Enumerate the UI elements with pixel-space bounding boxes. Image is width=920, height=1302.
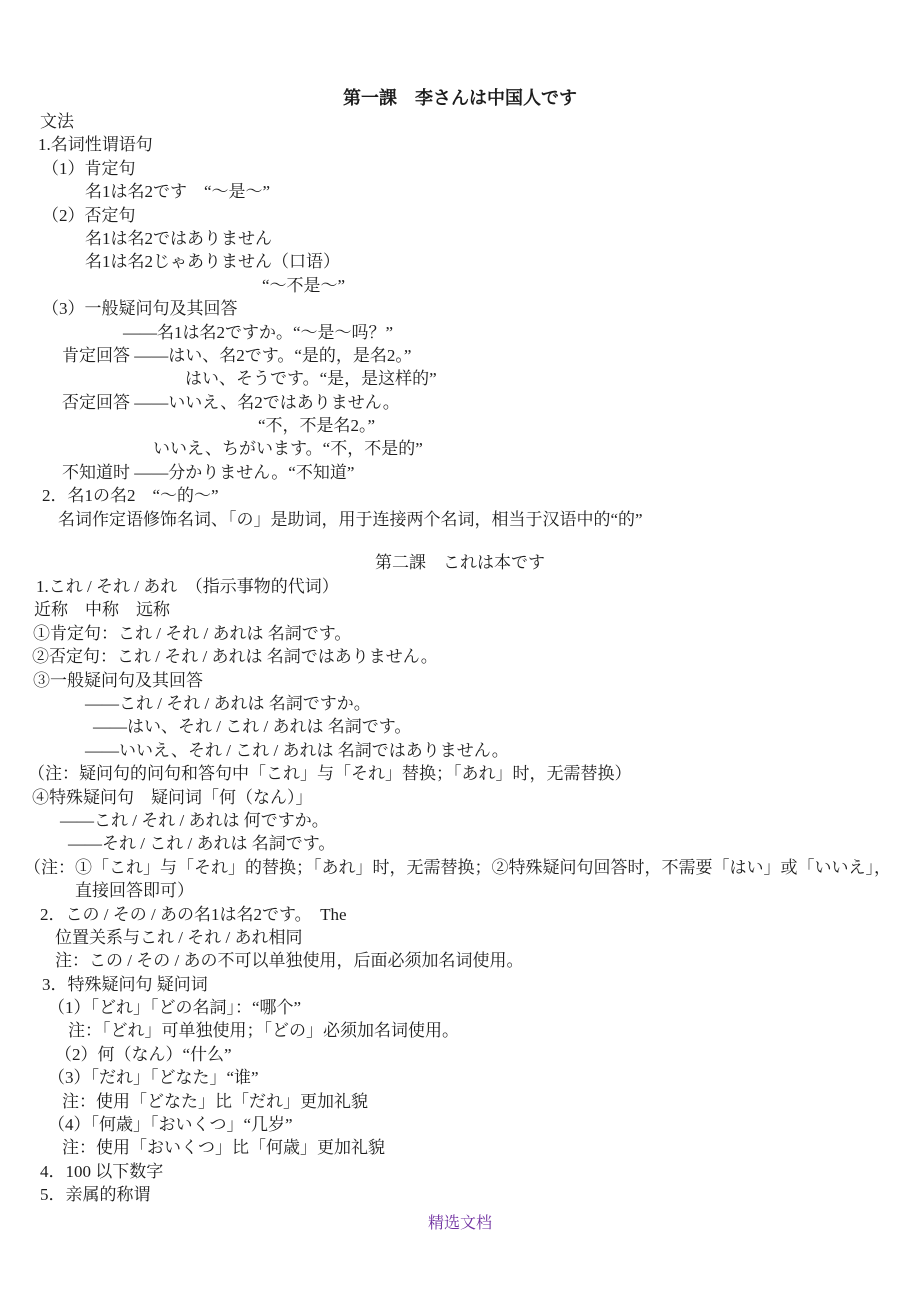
text-line: ——それ / これ / あれは 名詞です。: [68, 834, 336, 854]
text-line: 5．亲属的称谓: [40, 1185, 151, 1205]
text-line: （1）肯定句: [42, 158, 136, 178]
text-line: 文法: [40, 112, 74, 131]
text-line: “不，不是名2。”: [258, 416, 376, 436]
text-line: （注：①「これ」与「それ」的替换；「あれ」时，无需替换；②特殊疑问句回答时，不需要「はい」或「いいえ」，: [24, 857, 891, 877]
text-line: いいえ、ちがいます。“不，不是的”: [153, 439, 423, 459]
text-line: “～不是～”: [262, 275, 346, 295]
text-line: 近称 中称 远称: [34, 600, 170, 620]
text-line: 不知道时 ——分かりません。“不知道”: [62, 462, 355, 482]
text-line: 注：使用「どなた」比「だれ」更加礼貌: [62, 1091, 368, 1111]
lesson-title: 第二課 これは本です: [375, 553, 545, 573]
text-line: （3）一般疑问句及其回答: [42, 299, 238, 319]
text-line: 2．この / その / あの名1は名2です。 The: [40, 904, 347, 924]
text-line: （4）「何歳」「おいくつ」“几岁”: [48, 1115, 293, 1135]
text-line: 位置关系与これ / それ / あれ相同: [55, 927, 303, 947]
text-line: （2）何（なん）“什么”: [55, 1044, 232, 1064]
text-line: 3．特殊疑问句 疑问词: [42, 974, 208, 994]
text-line: ——名1は名2ですか。“～是～吗？”: [123, 322, 394, 342]
text-line: ②否定句：これ / それ / あれは 名詞ではありません。: [32, 647, 438, 667]
text-line: ——これ / それ / あれは 何ですか。: [60, 810, 329, 830]
text-line: 2．名1の名2 “～的～”: [42, 486, 219, 506]
text-line: 肯定回答 ——はい、名2です。“是的，是名2。”: [62, 345, 412, 365]
text-line: ④特殊疑问句 疑问词「何（なん）」: [32, 787, 313, 807]
text-line: （3）「だれ」「どなた」“谁”: [48, 1068, 259, 1088]
lesson-section-1: [0, 86, 920, 531]
lesson-section-2: [0, 551, 920, 1207]
text-line: ——これ / それ / あれは 名詞ですか。: [85, 693, 371, 713]
text-line: ——はい、それ / これ / あれは 名詞です。: [93, 717, 412, 737]
text-line: 名1は名2じゃありません（口语）: [85, 252, 340, 272]
text-line: ①肯定句：これ / それ / あれは 名詞です。: [33, 623, 352, 643]
text-line: 1.これ / それ / あれ （指示事物的代词）: [36, 577, 339, 597]
text-line: 注：使用「おいくつ」比「何歳」更加礼貌: [62, 1138, 385, 1158]
lesson-title: 第一課 李さんは中国人です: [343, 88, 577, 108]
text-line: （2）否定句: [42, 205, 136, 225]
text-line: 名1は名2です “～是～”: [85, 182, 271, 202]
text-line: （1）「どれ」「どの名詞」：“哪个”: [48, 998, 302, 1018]
text-line: 否定回答 ——いいえ、名2ではありません。: [62, 392, 400, 412]
text-line: ——いいえ、それ / これ / あれは 名詞ではありません。: [85, 740, 509, 760]
text-line: はい、そうです。“是，是这样的”: [185, 369, 437, 389]
text-line: （注：疑问句的问句和答句中「これ」与「それ」替换；「あれ」时，无需替换）: [28, 764, 632, 784]
text-line: ③一般疑问句及其回答: [33, 670, 203, 690]
text-line: 名1は名2ではありません: [85, 228, 272, 248]
text-line: 名词作定语修饰名词、「の」是助词，用于连接两个名词，相当于汉语中的“的”: [58, 509, 643, 529]
footer-watermark: 精选文档: [427, 1214, 492, 1232]
text-line: 注：「どれ」可单独使用；「どの」必须加名词使用。: [68, 1021, 459, 1041]
text-line: 1.名词性谓语句: [38, 135, 153, 155]
text-line: 注：この / その / あの不可以单独使用，后面必须加名词使用。: [55, 951, 524, 971]
text-line: 直接回答即可）: [75, 881, 194, 901]
text-line: 4．100 以下数字: [40, 1161, 164, 1181]
